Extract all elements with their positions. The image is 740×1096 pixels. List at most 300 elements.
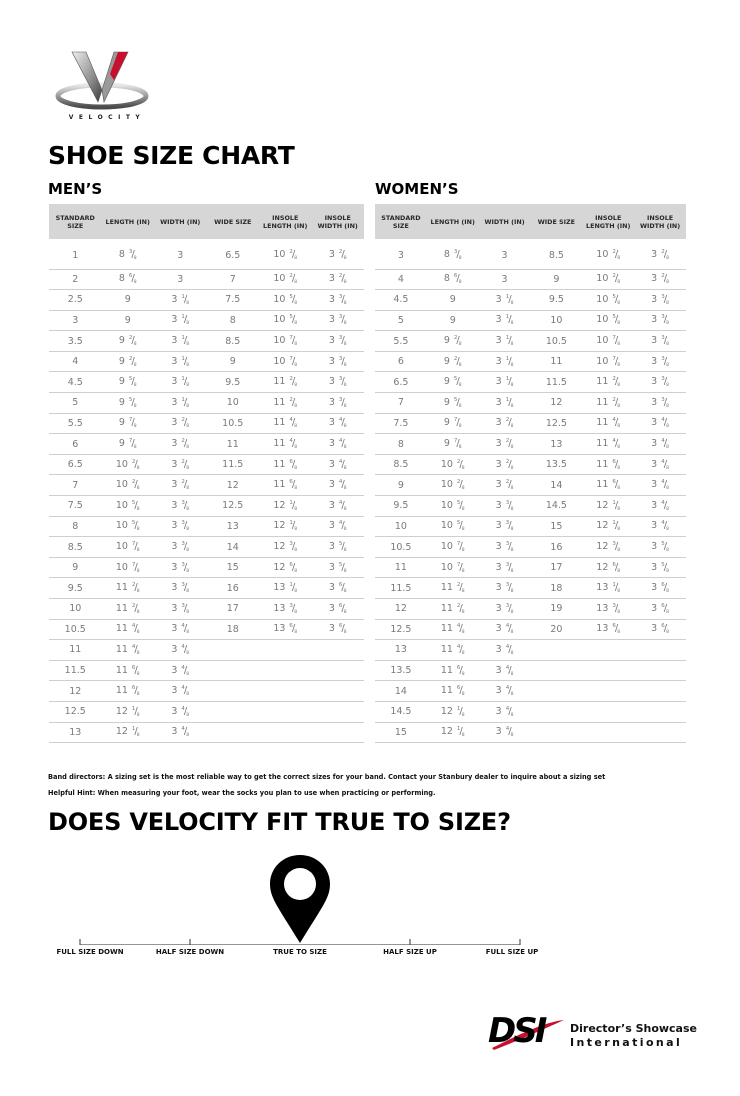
table-cell: [312, 537, 365, 558]
column-header: WIDE SIZE: [207, 204, 260, 239]
table-cell: [427, 516, 479, 537]
table-cell: 14: [375, 681, 427, 702]
fraction-value: 3 $^5/_8$: [328, 541, 347, 554]
table-cell: [479, 351, 531, 372]
table-cell: [312, 619, 365, 640]
fit-scale-label: HALF SIZE UP: [383, 948, 437, 956]
table-cell: [530, 640, 582, 661]
womens-size-table: [375, 204, 686, 743]
table-cell: [259, 413, 312, 434]
column-header: STANDARD SIZE: [49, 204, 102, 239]
table-cell: [259, 516, 312, 537]
fraction-value: 3 $^4/_8$: [651, 520, 669, 533]
table-cell: 4.5: [375, 290, 427, 311]
fraction-value: 13 $^6/_8$: [596, 623, 621, 636]
fraction-value: 9 $^7/_8$: [118, 438, 137, 451]
table-cell: 12.5: [530, 413, 582, 434]
table-cell: 15: [375, 722, 427, 743]
column-header: STANDARD SIZE: [375, 204, 427, 239]
table-row: [375, 372, 686, 393]
table-cell: [582, 434, 634, 455]
column-header: LENGTH (IN): [102, 204, 155, 239]
fraction-value: 10 $^7/_8$: [440, 541, 465, 554]
fit-scale-label: FULL SIZE DOWN: [56, 948, 124, 956]
table-cell: 9: [375, 475, 427, 496]
fraction-value: 11 $^2/_8$: [115, 582, 140, 595]
table-cell: 13.5: [530, 454, 582, 475]
table-cell: 10.5: [530, 331, 582, 352]
table-cell: [259, 331, 312, 352]
table-cell: [102, 557, 155, 578]
table-cell: 5.5: [375, 331, 427, 352]
table-row: [49, 269, 364, 290]
table-row: [375, 701, 686, 722]
fraction-value: 3 $^3/_8$: [651, 335, 669, 348]
table-row: [375, 454, 686, 475]
table-cell: [102, 722, 155, 743]
fraction-value: 11 $^6/_8$: [115, 664, 140, 677]
company-name-line2: International: [570, 1036, 683, 1049]
fraction-value: 3 $^6/_8$: [651, 623, 669, 636]
fraction-value: 10 $^2/_8$: [596, 273, 621, 286]
fraction-value: 11 $^2/_8$: [273, 396, 298, 409]
table-cell: [312, 434, 365, 455]
table-cell: [154, 310, 207, 331]
company-name-line1: Director’s Showcase: [570, 1022, 697, 1035]
fraction-value: 3 $^4/_8$: [495, 726, 514, 739]
table-cell: 14.5: [530, 496, 582, 517]
table-cell: 9.5: [530, 290, 582, 311]
column-header: INSOLE LENGTH (IN): [582, 204, 634, 239]
table-row: [375, 557, 686, 578]
table-header-row: [49, 204, 364, 239]
table-row: [375, 290, 686, 311]
table-cell: [530, 660, 582, 681]
table-cell: 3: [154, 269, 207, 290]
table-cell: [582, 701, 634, 722]
table-cell: [634, 290, 686, 311]
fraction-value: 3 $^2/_8$: [495, 417, 514, 430]
fraction-value: 3 $^1/_8$: [495, 355, 514, 368]
fraction-value: 10 $^7/_8$: [273, 335, 298, 348]
table-cell: [582, 269, 634, 290]
table-cell: [102, 372, 155, 393]
fraction-value: 3 $^3/_8$: [495, 582, 514, 595]
table-row: [375, 351, 686, 372]
table-cell: [259, 660, 312, 681]
table-cell: [427, 413, 479, 434]
fraction-value: 3 $^2/_8$: [171, 438, 190, 451]
table-cell: [479, 599, 531, 620]
table-cell: 13.5: [375, 660, 427, 681]
table-cell: 4: [375, 269, 427, 290]
table-row: [375, 310, 686, 331]
fraction-value: 13 $^1/_8$: [273, 582, 298, 595]
table-cell: [634, 516, 686, 537]
table-cell: [154, 372, 207, 393]
table-cell: 10: [207, 393, 260, 414]
table-cell: [102, 331, 155, 352]
table-row: [49, 640, 364, 661]
fraction-value: 3 $^3/_8$: [651, 293, 669, 306]
fraction-value: 11 $^2/_8$: [440, 582, 465, 595]
table-cell: [582, 660, 634, 681]
fraction-value: 3 $^1/_8$: [171, 355, 190, 368]
table-cell: 11.5: [375, 578, 427, 599]
fraction-value: 3 $^4/_8$: [171, 623, 190, 636]
table-cell: [154, 640, 207, 661]
table-cell: [479, 640, 531, 661]
fraction-value: 3 $^3/_8$: [171, 582, 190, 595]
table-cell: [259, 619, 312, 640]
table-cell: 3.5: [49, 331, 102, 352]
table-row: [49, 331, 364, 352]
table-cell: 2: [49, 269, 102, 290]
table-cell: 17: [530, 557, 582, 578]
page-title: SHOE SIZE CHART: [48, 141, 295, 170]
table-row: [375, 269, 686, 290]
table-row: [375, 681, 686, 702]
table-cell: [312, 372, 365, 393]
fraction-value: 3 $^4/_8$: [651, 479, 669, 492]
table-row: [375, 660, 686, 681]
fraction-value: 3 $^1/_8$: [495, 376, 514, 389]
table-cell: 5.5: [49, 413, 102, 434]
fraction-value: 3 $^1/_8$: [495, 335, 514, 348]
fraction-value: 10 $^2/_8$: [440, 479, 465, 492]
fraction-value: 9 $^5/_8$: [443, 396, 462, 409]
table-cell: [530, 681, 582, 702]
fraction-value: 3 $^3/_8$: [171, 520, 190, 533]
fraction-value: 3 $^3/_8$: [328, 376, 347, 389]
fraction-value: 3 $^3/_8$: [495, 602, 514, 615]
dsi-company-name: [570, 1022, 697, 1050]
fraction-value: 3 $^2/_8$: [328, 249, 347, 262]
fit-question-heading: DOES VELOCITY FIT TRUE TO SIZE?: [48, 808, 511, 836]
fraction-value: 10 $^2/_8$: [273, 249, 298, 262]
table-cell: 11.5: [207, 454, 260, 475]
table-cell: [207, 681, 260, 702]
table-cell: [634, 681, 686, 702]
fraction-value: 10 $^5/_8$: [273, 293, 298, 306]
table-cell: [582, 351, 634, 372]
table-cell: 10.5: [207, 413, 260, 434]
fraction-value: 11 $^4/_8$: [115, 643, 140, 656]
fraction-value: 10 $^7/_8$: [115, 541, 140, 554]
table-row: [49, 619, 364, 640]
table-cell: 10.5: [375, 537, 427, 558]
table-cell: 14: [207, 537, 260, 558]
table-cell: [259, 578, 312, 599]
table-cell: 18: [207, 619, 260, 640]
table-row: [49, 434, 364, 455]
table-cell: 14: [530, 475, 582, 496]
table-cell: 6.5: [375, 372, 427, 393]
table-cell: [154, 454, 207, 475]
fraction-value: 11 $^6/_8$: [440, 664, 465, 677]
column-header: INSOLE WIDTH (IN): [312, 204, 365, 239]
fit-scale-label: HALF SIZE DOWN: [155, 948, 225, 956]
table-cell: 7.5: [49, 496, 102, 517]
table-cell: 13: [530, 434, 582, 455]
table-cell: [634, 537, 686, 558]
table-cell: 11: [207, 434, 260, 455]
table-cell: [154, 722, 207, 743]
table-cell: 8: [49, 516, 102, 537]
table-cell: [427, 681, 479, 702]
table-cell: 13: [375, 640, 427, 661]
table-cell: 9: [102, 310, 155, 331]
table-cell: [582, 413, 634, 434]
fraction-value: 9 $^2/_8$: [118, 335, 137, 348]
table-row: [49, 310, 364, 331]
fraction-value: 3 $^1/_8$: [171, 314, 190, 327]
fraction-value: 9 $^5/_8$: [118, 396, 137, 409]
table-cell: [259, 454, 312, 475]
table-row: [49, 701, 364, 722]
table-row: [49, 578, 364, 599]
table-cell: [102, 516, 155, 537]
table-cell: [634, 351, 686, 372]
table-cell: [259, 239, 312, 269]
fraction-value: 9 $^2/_8$: [118, 355, 137, 368]
table-cell: 11.5: [530, 372, 582, 393]
table-cell: 9: [427, 290, 479, 311]
table-cell: [259, 434, 312, 455]
table-cell: [154, 619, 207, 640]
table-cell: [582, 722, 634, 743]
table-cell: 5: [49, 393, 102, 414]
table-cell: [154, 599, 207, 620]
table-cell: [154, 701, 207, 722]
table-cell: 12: [49, 681, 102, 702]
table-cell: [427, 722, 479, 743]
fraction-value: 13 $^1/_8$: [596, 582, 621, 595]
table-row: [49, 722, 364, 743]
table-cell: 3: [49, 310, 102, 331]
table-cell: [259, 269, 312, 290]
table-cell: [154, 475, 207, 496]
table-cell: [154, 331, 207, 352]
table-cell: 12: [207, 475, 260, 496]
table-row: [375, 619, 686, 640]
fraction-value: 11 $^6/_8$: [596, 458, 621, 471]
table-cell: [634, 269, 686, 290]
fraction-value: 3 $^2/_8$: [651, 273, 669, 286]
table-cell: 9.5: [49, 578, 102, 599]
table-cell: [479, 454, 531, 475]
table-cell: [427, 351, 479, 372]
table-cell: 3: [375, 239, 427, 269]
table-cell: [312, 239, 365, 269]
fraction-value: 3 $^2/_8$: [495, 458, 514, 471]
table-cell: 18: [530, 578, 582, 599]
table-cell: [530, 722, 582, 743]
table-cell: [312, 393, 365, 414]
fraction-value: 3 $^1/_8$: [171, 293, 190, 306]
table-cell: [634, 331, 686, 352]
fraction-value: 3 $^5/_8$: [651, 561, 669, 574]
fraction-value: 3 $^3/_8$: [495, 499, 514, 512]
table-cell: [259, 557, 312, 578]
velocity-wordmark: VELOCITY: [68, 114, 146, 121]
table-cell: [312, 310, 365, 331]
table-cell: [479, 578, 531, 599]
table-cell: [634, 413, 686, 434]
fraction-value: 10 $^2/_8$: [440, 458, 465, 471]
table-cell: 7: [49, 475, 102, 496]
table-cell: 19: [530, 599, 582, 620]
table-cell: [312, 599, 365, 620]
fraction-value: 12 $^1/_8$: [115, 726, 140, 739]
fraction-value: 3 $^3/_8$: [171, 561, 190, 574]
fraction-value: 3 $^1/_8$: [171, 335, 190, 348]
table-cell: [479, 290, 531, 311]
fraction-value: 3 $^3/_8$: [328, 355, 347, 368]
table-row: [49, 393, 364, 414]
fraction-value: 3 $^3/_8$: [328, 314, 347, 327]
table-cell: [479, 413, 531, 434]
fraction-value: 3 $^6/_8$: [651, 602, 669, 615]
table-row: [49, 351, 364, 372]
table-cell: [102, 351, 155, 372]
table-cell: [154, 557, 207, 578]
fraction-value: 3 $^4/_8$: [651, 417, 669, 430]
table-cell: [259, 496, 312, 517]
table-cell: 12.5: [207, 496, 260, 517]
fraction-value: 3 $^3/_8$: [651, 376, 669, 389]
table-cell: [479, 681, 531, 702]
table-cell: 9: [102, 290, 155, 311]
table-cell: 4: [49, 351, 102, 372]
table-cell: [582, 393, 634, 414]
table-cell: 12: [530, 393, 582, 414]
fraction-value: 9 $^5/_8$: [443, 376, 462, 389]
table-cell: [312, 496, 365, 517]
fraction-value: 10 $^7/_8$: [273, 355, 298, 368]
table-cell: [102, 454, 155, 475]
fraction-value: 3 $^3/_8$: [651, 314, 669, 327]
fraction-value: 3 $^4/_8$: [495, 623, 514, 636]
table-cell: [582, 239, 634, 269]
table-cell: [259, 681, 312, 702]
table-cell: [259, 701, 312, 722]
table-cell: [312, 681, 365, 702]
fraction-value: 12 $^1/_8$: [596, 499, 621, 512]
fit-scale-graphic: [40, 845, 580, 945]
fraction-value: 3 $^3/_8$: [495, 561, 514, 574]
fraction-value: 12 $^1/_8$: [273, 499, 298, 512]
fraction-value: 11 $^4/_8$: [440, 623, 465, 636]
mens-heading: MEN’S: [48, 180, 103, 198]
fraction-value: 3 $^3/_8$: [328, 335, 347, 348]
fraction-value: 3 $^3/_8$: [651, 396, 669, 409]
fraction-value: 9 $^2/_8$: [443, 335, 462, 348]
table-row: [375, 413, 686, 434]
column-header: LENGTH (IN): [427, 204, 479, 239]
table-cell: [259, 537, 312, 558]
table-cell: [582, 475, 634, 496]
fraction-value: 11 $^6/_8$: [596, 479, 621, 492]
table-cell: 7: [207, 269, 260, 290]
table-cell: 6.5: [207, 239, 260, 269]
fraction-value: 10 $^7/_8$: [596, 335, 621, 348]
fraction-value: 3 $^4/_8$: [328, 438, 347, 451]
table-cell: [102, 660, 155, 681]
table-cell: 10.5: [49, 619, 102, 640]
table-cell: [154, 578, 207, 599]
table-cell: [312, 557, 365, 578]
table-row: [49, 475, 364, 496]
table-cell: [207, 660, 260, 681]
table-cell: [102, 496, 155, 517]
fraction-value: 11 $^4/_8$: [596, 417, 621, 430]
fraction-value: 3 $^6/_8$: [328, 582, 347, 595]
table-cell: 8: [207, 310, 260, 331]
table-cell: [634, 599, 686, 620]
table-cell: 7.5: [375, 413, 427, 434]
table-cell: 9: [207, 351, 260, 372]
table-cell: 7.5: [207, 290, 260, 311]
table-cell: [582, 290, 634, 311]
table-cell: [479, 660, 531, 681]
table-cell: [479, 537, 531, 558]
table-cell: [634, 496, 686, 517]
table-cell: [634, 454, 686, 475]
table-cell: [427, 475, 479, 496]
fraction-value: 10 $^5/_8$: [596, 293, 621, 306]
table-cell: [312, 269, 365, 290]
table-cell: [154, 660, 207, 681]
table-cell: [102, 701, 155, 722]
fraction-value: 3 $^4/_8$: [171, 664, 190, 677]
table-cell: [634, 619, 686, 640]
table-cell: 13: [49, 722, 102, 743]
table-cell: [634, 722, 686, 743]
table-cell: [154, 351, 207, 372]
table-cell: [312, 701, 365, 722]
table-cell: [154, 434, 207, 455]
table-cell: 8.5: [49, 537, 102, 558]
table-cell: [634, 640, 686, 661]
table-cell: 16: [530, 537, 582, 558]
table-cell: 8.5: [207, 331, 260, 352]
table-cell: 5: [375, 310, 427, 331]
table-row: [375, 475, 686, 496]
table-cell: 9.5: [375, 496, 427, 517]
fraction-value: 12 $^3/_8$: [273, 541, 298, 554]
table-cell: 9: [49, 557, 102, 578]
table-cell: [259, 372, 312, 393]
table-cell: [582, 640, 634, 661]
table-cell: [582, 454, 634, 475]
fraction-value: 3 $^1/_8$: [495, 396, 514, 409]
table-cell: 17: [207, 599, 260, 620]
table-cell: 10: [49, 599, 102, 620]
fraction-value: 9 $^7/_8$: [443, 438, 462, 451]
fraction-value: 12 $^1/_8$: [440, 705, 465, 718]
fraction-value: 11 $^6/_8$: [440, 685, 465, 698]
table-row: [49, 516, 364, 537]
table-cell: [427, 701, 479, 722]
table-cell: [427, 619, 479, 640]
table-row: [49, 413, 364, 434]
table-cell: [312, 290, 365, 311]
table-cell: 11: [530, 351, 582, 372]
table-cell: [479, 619, 531, 640]
fraction-value: 11 $^4/_8$: [596, 438, 621, 451]
womens-table-body: [375, 239, 686, 743]
